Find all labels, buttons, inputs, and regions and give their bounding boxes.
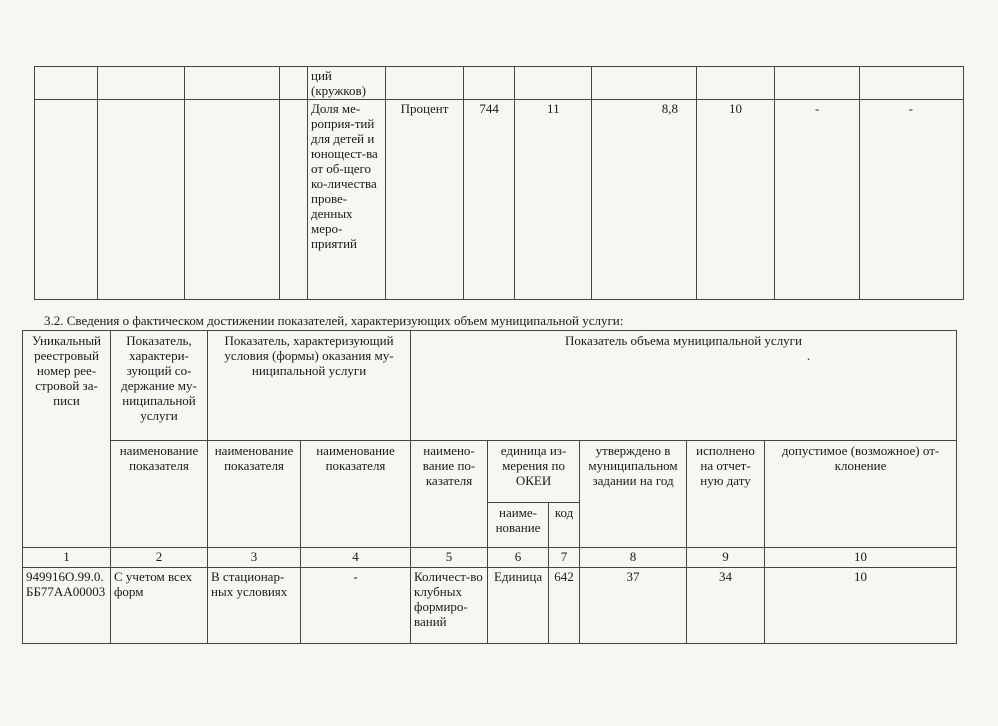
column-number: 8 — [580, 548, 687, 568]
column-number: 3 — [208, 548, 301, 568]
executed-cell: 8,8 — [592, 100, 697, 300]
col4-cell: - — [301, 568, 411, 644]
header-name-col4: наименование показателя — [301, 441, 411, 548]
header-content-indicator: Показатель, характери-зующий со-держание му-ниципальной услуги — [111, 331, 208, 441]
approved-cell: 37 — [580, 568, 687, 644]
top-indicators-table — [34, 66, 964, 300]
registry-number-cell: 949916О.99.0.ББ77АА00003 — [23, 568, 111, 644]
column-number: 5 — [411, 548, 488, 568]
column-number: 7 — [549, 548, 580, 568]
column-number: 4 — [301, 548, 411, 568]
column-number: 2 — [111, 548, 208, 568]
table-header-row — [23, 331, 957, 441]
header-name-col2: наименование показателя — [111, 441, 208, 548]
header-executed: исполнено на отчет-ную дату — [687, 441, 765, 548]
header-unit-name: наиме-нование — [488, 503, 549, 548]
header-unit-okei: единица из-мерения по ОКЕИ — [488, 441, 580, 503]
deviation-cell: 10 — [765, 568, 957, 644]
column-number: 10 — [765, 548, 957, 568]
column-number: 6 — [488, 548, 549, 568]
header-approved: утверждено в муниципальном задании на год — [580, 441, 687, 548]
executed-cell: 34 — [687, 568, 765, 644]
unit-name-cell: Единица — [488, 568, 549, 644]
column-number: 9 — [687, 548, 765, 568]
indicator-name-cell: Доля ме-роприя-тий для детей и юнощест-ва от об-щего ко-личества прове-денных меро-приятий — [308, 100, 386, 300]
header-registry-number: Уникальный реестровый номер рее-стровой за-писи — [23, 331, 111, 548]
content-cell: С учетом всех форм — [111, 568, 208, 644]
table-row — [23, 568, 957, 644]
conditions-cell: В стационар-ных условиях — [208, 568, 301, 644]
deviation-exceeding-cell: - — [775, 100, 860, 300]
header-name-col5: наимено-вание по-казателя — [411, 441, 488, 548]
deviation-allowed-cell: 10 — [697, 100, 775, 300]
unit-name-cell: Процент — [386, 100, 464, 300]
indicator-name-cell: ций (кружков) — [308, 67, 386, 100]
approved-cell: 11 — [515, 100, 592, 300]
volume-indicators-table — [22, 330, 957, 644]
table-header-row — [23, 441, 957, 503]
reason-cell: - — [860, 100, 964, 300]
indicator-cell: Количест-во клубных формиро-ваний — [411, 568, 488, 644]
unit-code-cell: 642 — [549, 568, 580, 644]
table-row — [35, 100, 964, 300]
unit-code-cell: 744 — [464, 100, 515, 300]
header-conditions-indicator: Показатель, характеризующий условия (формы) оказания му-ниципальной услуги — [208, 331, 411, 441]
column-number-row — [23, 548, 957, 568]
table-row — [35, 67, 964, 100]
column-number: 1 — [23, 548, 111, 568]
header-unit-code: код — [549, 503, 580, 548]
header-name-col3: наименование показателя — [208, 441, 301, 548]
header-deviation: допустимое (возможное) от-клонение — [765, 441, 957, 548]
header-volume-indicator: Показатель объема муниципальной услуги . — [411, 331, 957, 441]
section-heading: 3.2. Сведения о фактическом достижении показателей, характеризующих объем муниципальной услуги: — [44, 313, 624, 328]
